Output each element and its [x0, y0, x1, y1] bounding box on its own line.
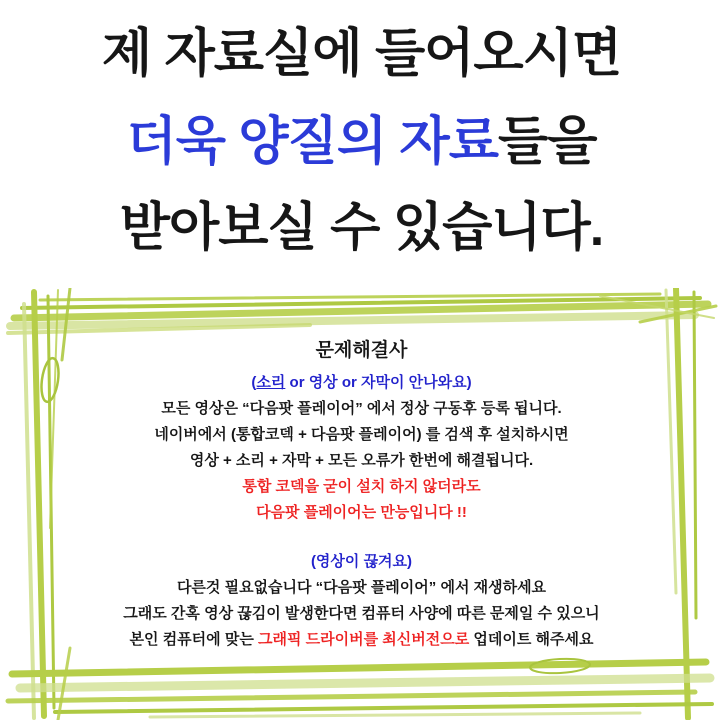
section2-line-3-post: 업데이트 해주세요 [469, 631, 594, 648]
section2-line-2: 그래도 간혹 영상 끊김이 발생한다면 컴퓨터 사양에 따른 문제일 수 있으니 [123, 605, 600, 622]
headline [0, 0, 723, 264]
headline-line-2 [0, 106, 723, 178]
section1-red-line-2: 다음팟 플레이어는 만능입니다 !! [256, 504, 467, 521]
section2-line-3 [0, 627, 723, 653]
section2-subtitle: (영상이 끊겨요) [310, 553, 413, 570]
section1-subtitle-rest: or 영상 or 자막이 안나와요) [285, 374, 472, 391]
section1-subtitle-paren: ( [251, 374, 257, 391]
section1-subtitle [0, 370, 723, 396]
section1-line-3: 영상 + 소리 + 자막 + 모든 오류가 한번에 해결됩니다. [189, 452, 534, 469]
troubleshoot-box [0, 338, 723, 653]
box-title: 문제해결사 [315, 340, 408, 361]
headline-line-1: 제 자료실에 들어오시면 [101, 25, 622, 83]
headline-line-3: 받아보실 수 있습니다. [119, 199, 604, 257]
section2-line-1: 다른것 필요없습니다 “다음팟 플레이어” 에서 재생하세요 [176, 579, 547, 596]
headline-line-2-highlight: 더욱 양질의 자료 [126, 113, 499, 171]
section1-line-1: 모든 영상은 “다음팟 플레이어” 에서 정상 구동후 등록 됩니다. [161, 400, 562, 417]
section1-red-line-1: 통합 코덱을 굳이 설치 하지 않더라도 [242, 478, 481, 495]
section1-line-2: 네이버에서 (통합코덱 + 다음팟 플레이어) 를 검색 후 설치하시면 [154, 426, 569, 443]
section2-line-3-pre: 본인 컴퓨터에 맞는 [129, 631, 258, 648]
section2-line-3-highlight: 그래픽 드라이버를 최신버전으로 [257, 631, 470, 648]
headline-line-2-rest: 들을 [498, 113, 597, 171]
section1-subtitle-underlined: 소리 [256, 374, 286, 391]
